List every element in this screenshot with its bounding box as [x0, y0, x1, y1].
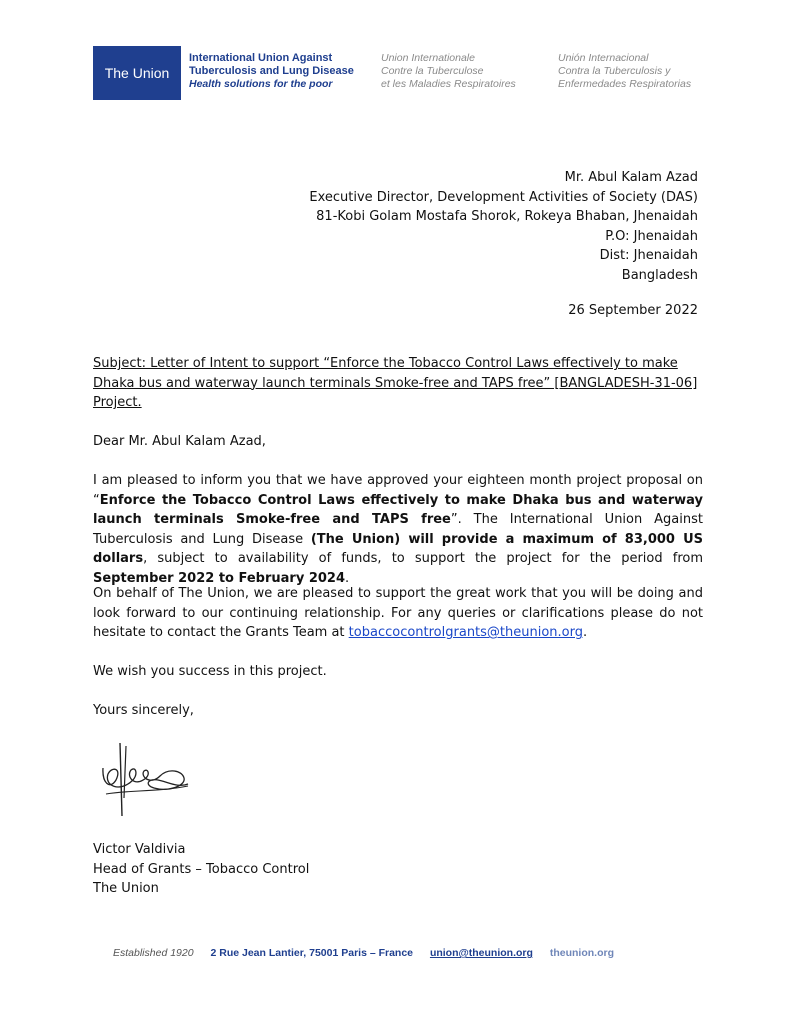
org-fr-line-3: et les Maladies Respiratoires — [381, 78, 516, 90]
recipient-address — [309, 168, 698, 285]
footer-address: 2 Rue Jean Lantier, 75001 Paris – France — [210, 947, 414, 959]
tagline: Health solutions for the poor — [189, 78, 333, 90]
signature-block — [93, 840, 309, 899]
org-es-line-2: Contra la Tuberculosis y — [558, 65, 671, 77]
logo-text: The Union — [104, 65, 170, 81]
letterhead — [93, 46, 713, 100]
body1-text-3: , subject to availability of funds, to support the project for the period from — [143, 551, 703, 566]
recipient-district: Dist: Jhenaidah — [599, 248, 698, 263]
handwritten-signature — [98, 738, 193, 820]
grants-email-link[interactable]: tobaccocontrolgrants@theunion.org — [348, 625, 583, 640]
salutation: Dear Mr. Abul Kalam Azad, — [93, 434, 266, 449]
org-es-line-1: Unión Internacional — [558, 52, 649, 64]
org-en-line-2: Tuberculosis and Lung Disease — [189, 65, 354, 77]
union-logo — [93, 46, 181, 100]
recipient-street: 81-Kobi Golam Mostafa Shorok, Rokeya Bhaban, Jhenaidah — [316, 209, 698, 224]
body-paragraph-2 — [93, 584, 703, 643]
body2-text-1: On behalf of The Union, we are pleased to support the great work that you will be doing and look forward to our continuing relationship. For any queries or clarifications please do not hesitate to contact the Grants Team at — [93, 586, 703, 640]
body1-text-2: ”. The International Union Against Tuberculosis and Lung Disease — [93, 512, 703, 547]
closing-line: Yours sincerely, — [93, 703, 194, 718]
org-es-line-3: Enfermedades Respiratorias — [558, 78, 692, 90]
org-fr-line-2: Contre la Tuberculose — [381, 65, 484, 77]
org-en-line-1: International Union Against — [189, 52, 333, 64]
recipient-name: Mr. Abul Kalam Azad — [564, 170, 698, 185]
body1-project-title: Enforce the Tobacco Control Laws effectively to make Dhaka bus and waterway launch terminals Smoke-free and TAPS free — [93, 492, 703, 527]
signatory-title: Head of Grants – Tobacco Control — [93, 861, 310, 877]
org-name-french — [381, 52, 516, 91]
body1-text-4: . — [345, 570, 350, 586]
body-paragraph-1 — [93, 471, 703, 588]
signatory-organization: The Union — [93, 881, 159, 896]
body1-amount: (The Union) will provide a maximum of 83,000 US dollars — [93, 531, 703, 566]
recipient-country: Bangladesh — [621, 267, 698, 283]
recipient-title: Executive Director, Development Activities of Society (DAS) — [309, 189, 698, 205]
body1-text-1: I am pleased to inform you that we have approved your eighteen month project proposal on “ — [93, 473, 703, 508]
body2-text-2: . — [583, 625, 588, 640]
org-name-english — [189, 52, 354, 91]
footer-established: Established 1920 — [113, 947, 194, 959]
recipient-po: P.O: Jhenaidah — [605, 228, 698, 244]
org-fr-line-1: Union Internationale — [381, 52, 475, 64]
footer — [113, 947, 628, 959]
letter-date: 26 September 2022 — [568, 303, 698, 318]
footer-website-link[interactable]: theunion.org — [549, 947, 614, 959]
footer-email-link[interactable]: union@theunion.org — [429, 947, 533, 959]
org-name-spanish — [558, 52, 691, 91]
signatory-name: Victor Valdivia — [93, 842, 186, 857]
subject-line: Subject: Letter of Intent to support “Enforce the Tobacco Control Laws effectively to make Dhaka bus and waterway launch terminals Smoke-free and TAPS free” [BANGLADESH-31-06] Project. — [93, 356, 698, 410]
body1-period: September 2022 to February 2024 — [93, 570, 346, 586]
wish-line: We wish you success in this project. — [93, 664, 327, 679]
